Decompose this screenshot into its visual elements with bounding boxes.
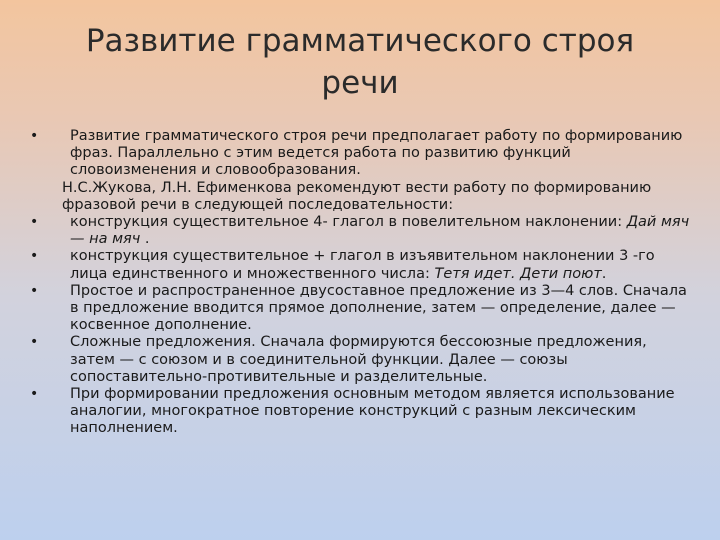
item-text: При формировании предложения основным методом является использование аналогии, многократное повторение конструкций с разным лексическим наполнением. xyxy=(70,386,675,437)
item-text: конструкция существительное + глагол в изъявительном наклонении 3 -го лица единственного и множественного числа: xyxy=(70,248,655,282)
list-item xyxy=(30,214,690,248)
item-text: Сложные предложения. Сначала формируются бессоюзные предложения, затем — с союзом и в соединительной функции. Далее — союзы сопоставительно-противительные и разделительные. xyxy=(70,334,647,385)
title-line-1: Развитие грамматического строя xyxy=(85,23,635,59)
item-tail: . xyxy=(601,265,607,282)
bullet-icon: • xyxy=(30,248,39,265)
list-item xyxy=(30,248,690,282)
bullet-icon: • xyxy=(30,282,39,299)
bullet-icon: • xyxy=(30,214,39,231)
bullet-list xyxy=(30,128,690,438)
item-example: Дай мяч — на мяч xyxy=(70,214,690,248)
item-text: Развитие грамматического строя речи предполагает работу по формированию фраз. Параллельно с этим ведется работа по развитию функций словоизменения и словообразования. xyxy=(70,128,683,179)
item-tail: . xyxy=(140,231,150,248)
item-continuation: Н.С.Жукова, Л.Н. Ефименкова рекомендуют вести работу по формированию фразовой речи в следующей последовательности: xyxy=(62,179,652,213)
bullet-icon: • xyxy=(30,386,39,403)
item-text: конструкция существительное 4- глагол в повелительном наклонении: xyxy=(70,214,623,231)
list-item xyxy=(30,283,690,335)
list-item xyxy=(30,128,690,214)
title-line-2: речи xyxy=(321,65,399,101)
bullet-icon: • xyxy=(30,334,39,351)
item-text: Простое и распространенное двусоставное предложение из 3—4 слов. Сначала в предложение вводится прямое дополнение, затем — определение, далее — косвенное дополнение. xyxy=(70,282,687,334)
list-item xyxy=(30,334,690,386)
list-item xyxy=(30,386,690,438)
slide-title xyxy=(60,20,660,104)
item-example: Тетя идет. Дети поют xyxy=(434,265,602,282)
bullet-icon: • xyxy=(30,128,39,144)
